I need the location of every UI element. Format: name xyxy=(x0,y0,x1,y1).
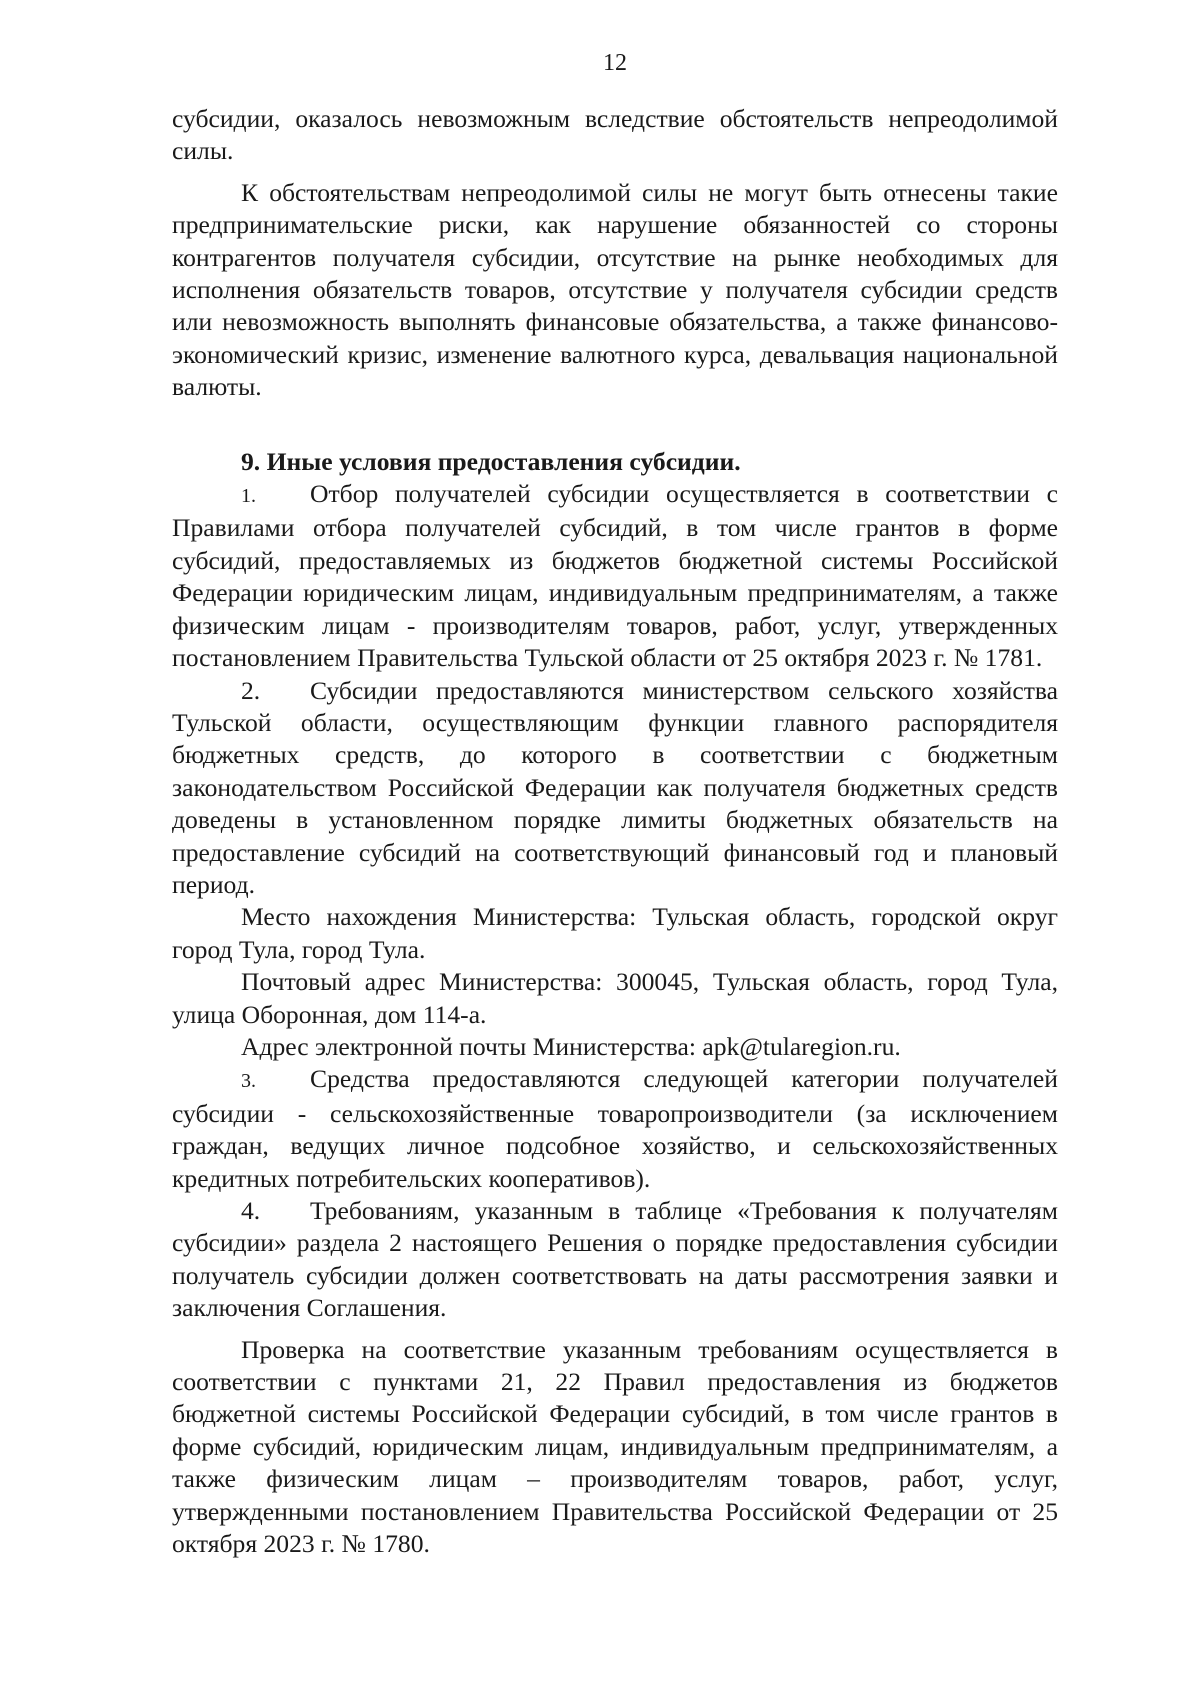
section-heading: 9. Иные условия предоставления субсидии. xyxy=(241,446,741,476)
list-item-number: 2. xyxy=(241,675,261,705)
list-item-number: 4. xyxy=(241,1196,261,1225)
page-number: 12 xyxy=(603,50,627,76)
list-item-2 xyxy=(172,675,1058,902)
paragraph-force-majeure-exclusions: К обстоятельствам непреодолимой силы не могут быть отнесены такие предпринимательские риски, как нарушение обязанностей со стороны контрагентов получателя субсидии, отсутствие на рынке необходимых для исполнения обязательств товаров, отсутствие у получателя субсидии средств или невозможность выполнять финансовые обязательства, а также финансово-экономический кризис, изменение валютного курса, девальвация национальной валюты. xyxy=(172,177,1058,402)
paragraph-force-majeure-end: субсидии, оказалось невозможным вследствие обстоятельств непреодолимой силы. xyxy=(172,104,1058,166)
list-item-number: 3. xyxy=(241,1070,256,1093)
list-item-4 xyxy=(172,1195,1058,1325)
list-item-text: Требованиям, указанным в таблице «Требования к получателям субсидии» раздела 2 настоящего Решения о порядке предоставления субсидии получатель субсидии должен соответствовать на даты рассмотрения заявки и заключения Соглашения. xyxy=(172,1196,1058,1323)
list-item-number: 1. xyxy=(241,485,256,508)
list-item-1 xyxy=(172,478,1058,674)
ministry-email: Адрес электронной почты Министерства: apk@tularegion.ru. xyxy=(241,1031,901,1061)
document-body xyxy=(172,103,1058,1560)
ministry-location: Место нахождения Министерства: Тульская область, городской округ город Тула, город Тула. xyxy=(172,902,1058,964)
list-item-text: Субсидии предоставляются министерством сельского хозяйства Тульской области, осуществляющим функции главного распорядителя бюджетных средств, до которого в соответствии с бюджетным законодательством Российской Федерации как получателя бюджетных средств доведены в установленном порядке лимиты бюджетных обязательств на предоставление субсидий на соответствующий финансовый год и плановый период. xyxy=(172,675,1058,899)
list-item-text: Средства предоставляются следующей категории получателей субсидии - сельскохозяйственные товаропроизводители (за исключением граждан, ведущих личное подсобное хозяйство, и сельскохозяйственных кредитных потребительских кооперативов). xyxy=(172,1064,1058,1193)
list-item-3 xyxy=(172,1063,1058,1195)
ministry-postal-address: Почтовый адрес Министерства: 300045, Тульская область, город Тула, улица Оборонная, дом 114-а. xyxy=(172,967,1058,1029)
list-item-text: Отбор получателей субсидии осуществляется в соответствии с Правилами отбора получателей субсидий, в том числе грантов в форме субсидий, предоставляемых из бюджетов бюджетной системы Российской Федерации юридическим лицам, индивидуальным предпринимателям, а также физическим лицам - производителям товаров, работ, услуг, утвержденных постановлением Правительства Тульской области от 25 октября 2023 г. № 1781. xyxy=(172,479,1058,673)
paragraph-verification: Проверка на соответствие указанным требованиям осуществляется в соответствии с пунктами 21, 22 Правил предоставления из бюджетов бюджетной системы Российской Федерации субсидий, в том числе грантов в форме субсидий, юридическим лицам, индивидуальным предпринимателям, а также физическим лицам – производителям товаров, работ, услуг, утвержденными постановлением Правительства Российской Федерации от 25 октября 2023 г. № 1780. xyxy=(172,1334,1058,1559)
